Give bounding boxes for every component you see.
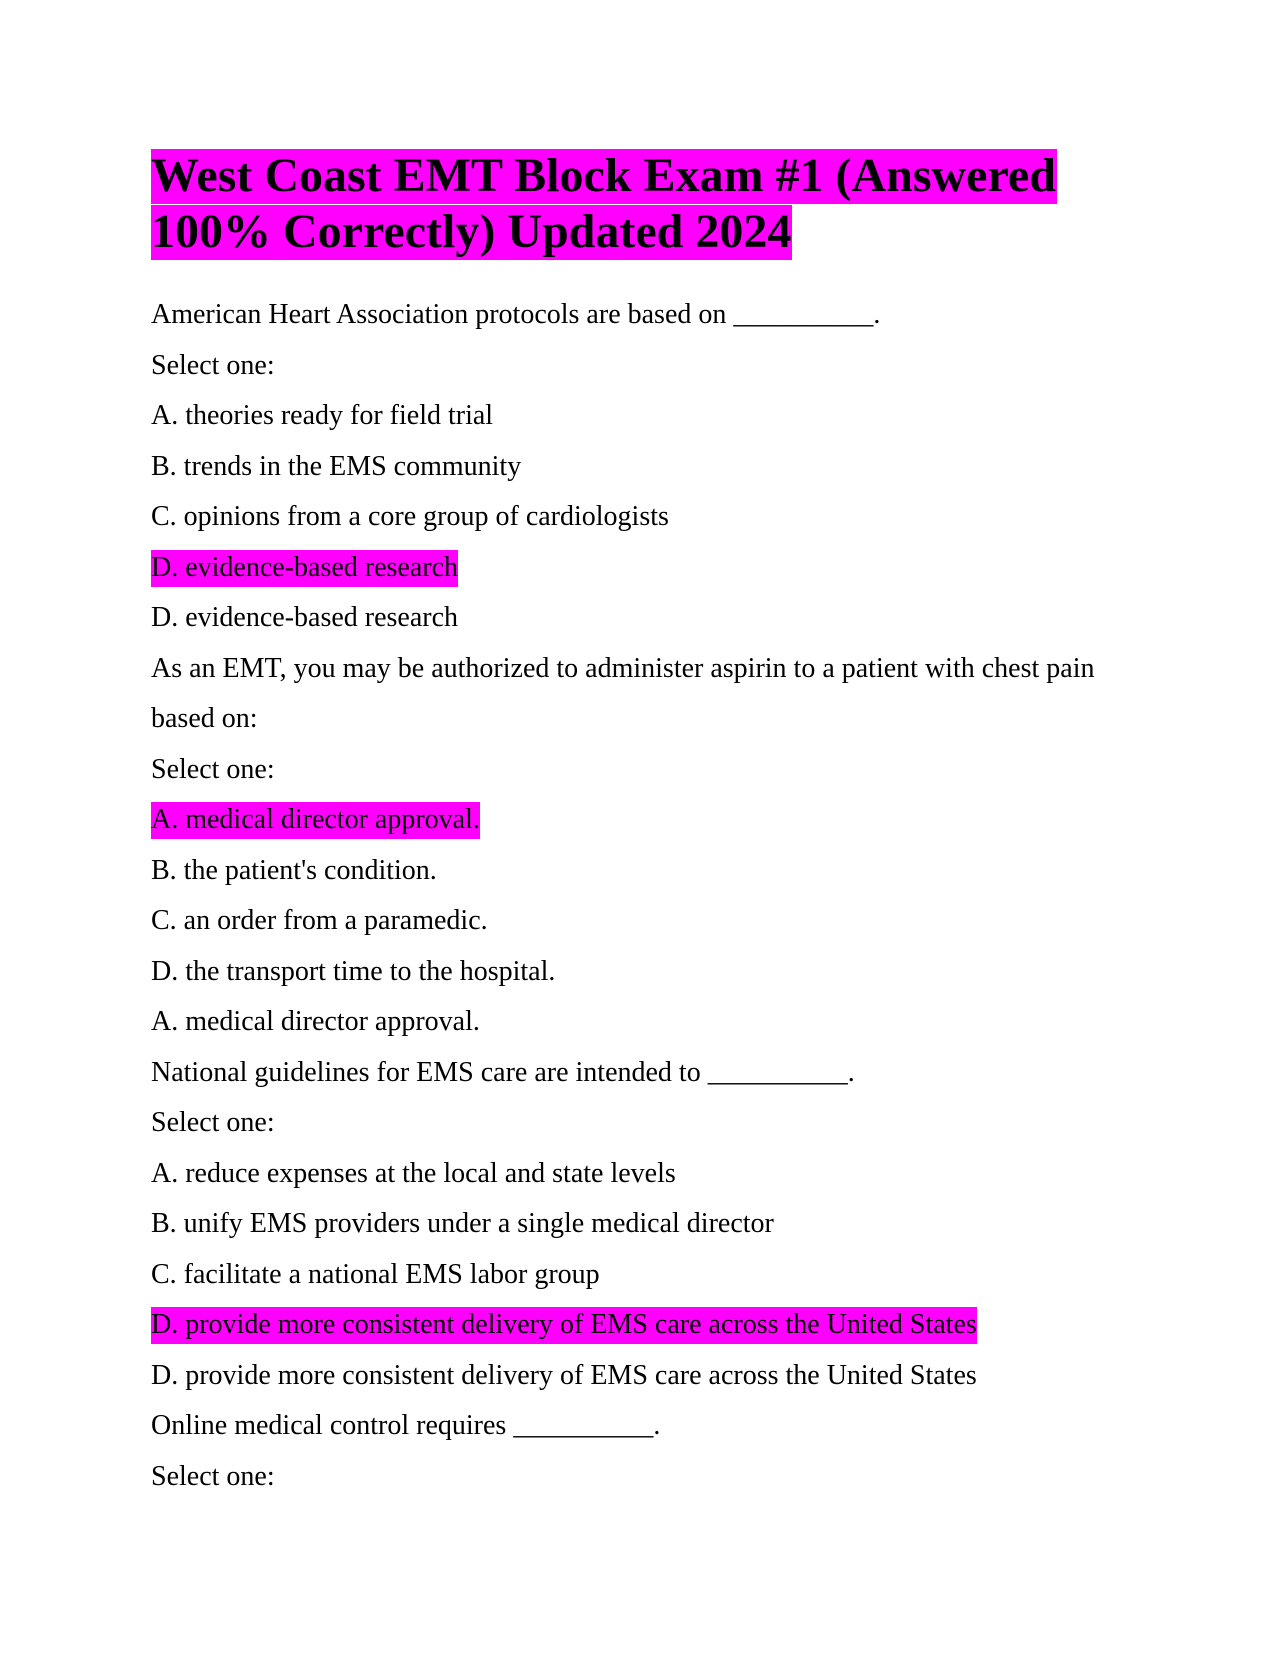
line-text: As an EMT, you may be authorized to administer aspirin to a patient with chest pain based on:	[151, 652, 1095, 734]
highlighted-answer-line	[151, 543, 1131, 594]
line-text: C. an order from a paramedic.	[151, 905, 488, 936]
line-text: B. unify EMS providers under a single medical director	[151, 1208, 774, 1239]
text-line	[151, 341, 1131, 392]
line-text: National guidelines for EMS care are intended to __________.	[151, 1056, 855, 1088]
text-line	[151, 593, 1131, 644]
line-text: Select one:	[151, 1107, 275, 1138]
text-line	[151, 644, 1131, 745]
line-text: C. facilitate a national EMS labor group	[151, 1258, 600, 1290]
line-text: Select one:	[151, 753, 275, 785]
text-line	[151, 896, 1131, 947]
text-line	[151, 1098, 1131, 1149]
text-line	[151, 846, 1131, 897]
line-text: D. provide more consistent delivery of EMS care across the United States	[151, 1307, 977, 1344]
line-text: D. provide more consistent delivery of EMS care across the United States	[151, 1359, 977, 1391]
line-text: Select one:	[151, 349, 275, 381]
line-text: Select one:	[151, 1460, 275, 1492]
highlighted-answer-line	[151, 1300, 1131, 1351]
text-line	[151, 442, 1131, 493]
line-text: A. medical director approval.	[151, 1006, 480, 1037]
text-line	[151, 1048, 1131, 1099]
text-line	[151, 1401, 1131, 1452]
line-text: A. medical director approval.	[151, 802, 480, 839]
text-line	[151, 745, 1131, 796]
line-text: A. theories ready for field trial	[151, 400, 494, 431]
line-text: B. the patient's condition.	[151, 854, 437, 886]
text-line	[151, 1199, 1131, 1250]
text-line	[151, 1452, 1131, 1503]
line-text: C. opinions from a core group of cardiologists	[151, 501, 669, 532]
document-title	[151, 148, 1131, 260]
text-line	[151, 1351, 1131, 1402]
text-line	[151, 1149, 1131, 1200]
text-line	[151, 947, 1131, 998]
line-text: American Heart Association protocols are based on __________.	[151, 299, 881, 330]
line-text: B. trends in the EMS community	[151, 450, 522, 482]
line-text: D. evidence-based research	[151, 550, 458, 587]
line-text: A. reduce expenses at the local and state levels	[151, 1157, 676, 1189]
text-line	[151, 290, 1131, 341]
question-list	[151, 290, 1131, 1502]
line-text: Online medical control requires __________.	[151, 1410, 661, 1441]
highlighted-answer-line	[151, 795, 1131, 846]
document-title-text: West Coast EMT Block Exam #1 (Answered 100% Correctly) Updated 2024	[151, 149, 1056, 258]
line-text: D. the transport time to the hospital.	[151, 955, 556, 987]
text-line	[151, 1250, 1131, 1301]
line-text: D. evidence-based research	[151, 602, 459, 633]
text-line	[151, 391, 1131, 442]
text-line	[151, 997, 1131, 1048]
text-line	[151, 492, 1131, 543]
document-page	[151, 148, 1131, 1502]
